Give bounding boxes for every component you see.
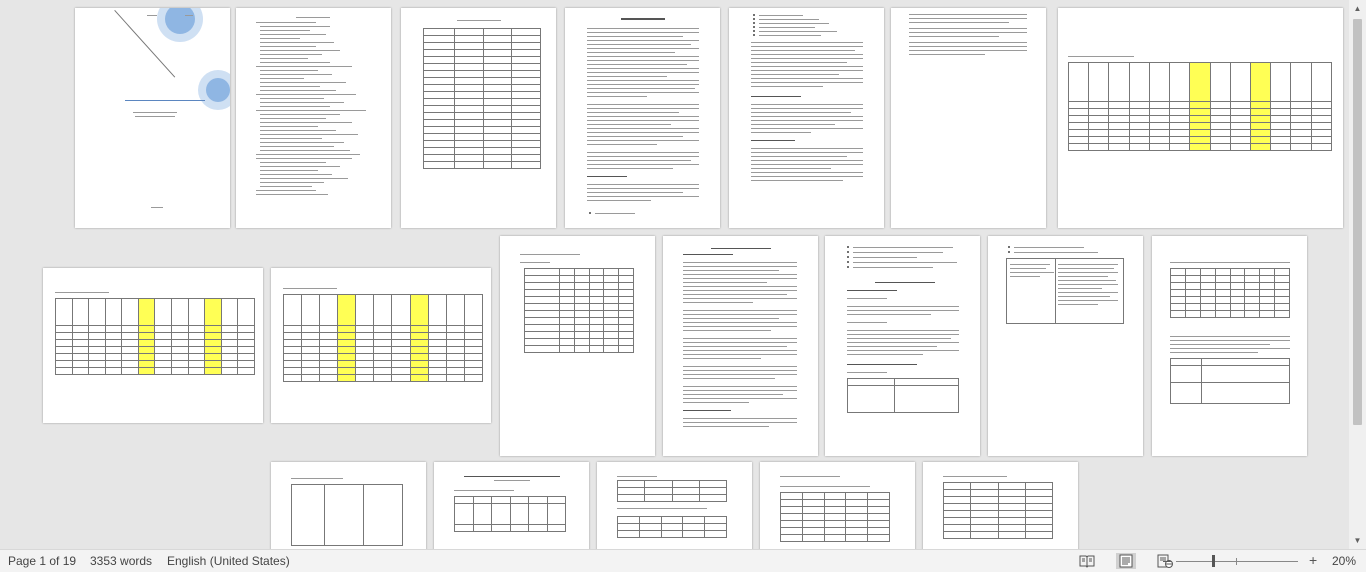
page-thumbnail-15[interactable] <box>271 462 426 549</box>
scroll-up-arrow[interactable]: ▲ <box>1353 4 1362 13</box>
zoom-out-button[interactable]: – <box>1163 552 1171 568</box>
page-thumbnail-6[interactable] <box>891 8 1046 228</box>
page-icon <box>1116 553 1136 569</box>
page-thumbnail-7[interactable] <box>1058 8 1343 228</box>
page-thumbnail-1[interactable] <box>75 8 230 228</box>
page-thumbnail-12[interactable] <box>825 236 980 456</box>
word-count-indicator[interactable]: 3353 words <box>90 554 153 568</box>
page-thumbnail-13[interactable] <box>988 236 1143 456</box>
page-thumbnail-8[interactable] <box>43 268 263 423</box>
read-mode-button[interactable] <box>1078 553 1096 569</box>
page-thumbnail-11[interactable] <box>663 236 818 456</box>
zoom-slider-thumb[interactable] <box>1212 555 1215 567</box>
page-thumbnail-14[interactable] <box>1152 236 1307 456</box>
zoom-in-button[interactable]: + <box>1309 552 1318 568</box>
page-thumbnail-4[interactable] <box>565 8 720 228</box>
page-thumbnail-9[interactable] <box>271 268 491 423</box>
book-icon <box>1078 553 1096 569</box>
zoom-level[interactable]: 20% <box>1332 554 1357 568</box>
language-indicator[interactable]: English (United States) <box>167 554 290 568</box>
page-thumbnail-17[interactable] <box>597 462 752 549</box>
status-bar <box>0 549 1366 572</box>
zoom-slider-center-mark <box>1236 558 1237 565</box>
zoom-slider-track[interactable] <box>1176 561 1298 562</box>
page-thumbnail-10[interactable] <box>500 236 655 456</box>
page-thumbnail-2[interactable] <box>236 8 391 228</box>
page-count-indicator[interactable]: Page 1 of 19 <box>8 554 77 568</box>
page-thumbnail-19[interactable] <box>923 462 1078 549</box>
scroll-down-arrow[interactable]: ▼ <box>1353 536 1362 545</box>
page-thumbnail-18[interactable] <box>760 462 915 549</box>
print-layout-button[interactable] <box>1116 553 1136 569</box>
page-thumbnail-3[interactable] <box>401 8 556 228</box>
page-thumbnail-16[interactable] <box>434 462 589 549</box>
vertical-scrollbar[interactable] <box>1349 0 1366 549</box>
page-thumbnail-5[interactable] <box>729 8 884 228</box>
scrollbar-thumb[interactable] <box>1353 19 1362 425</box>
